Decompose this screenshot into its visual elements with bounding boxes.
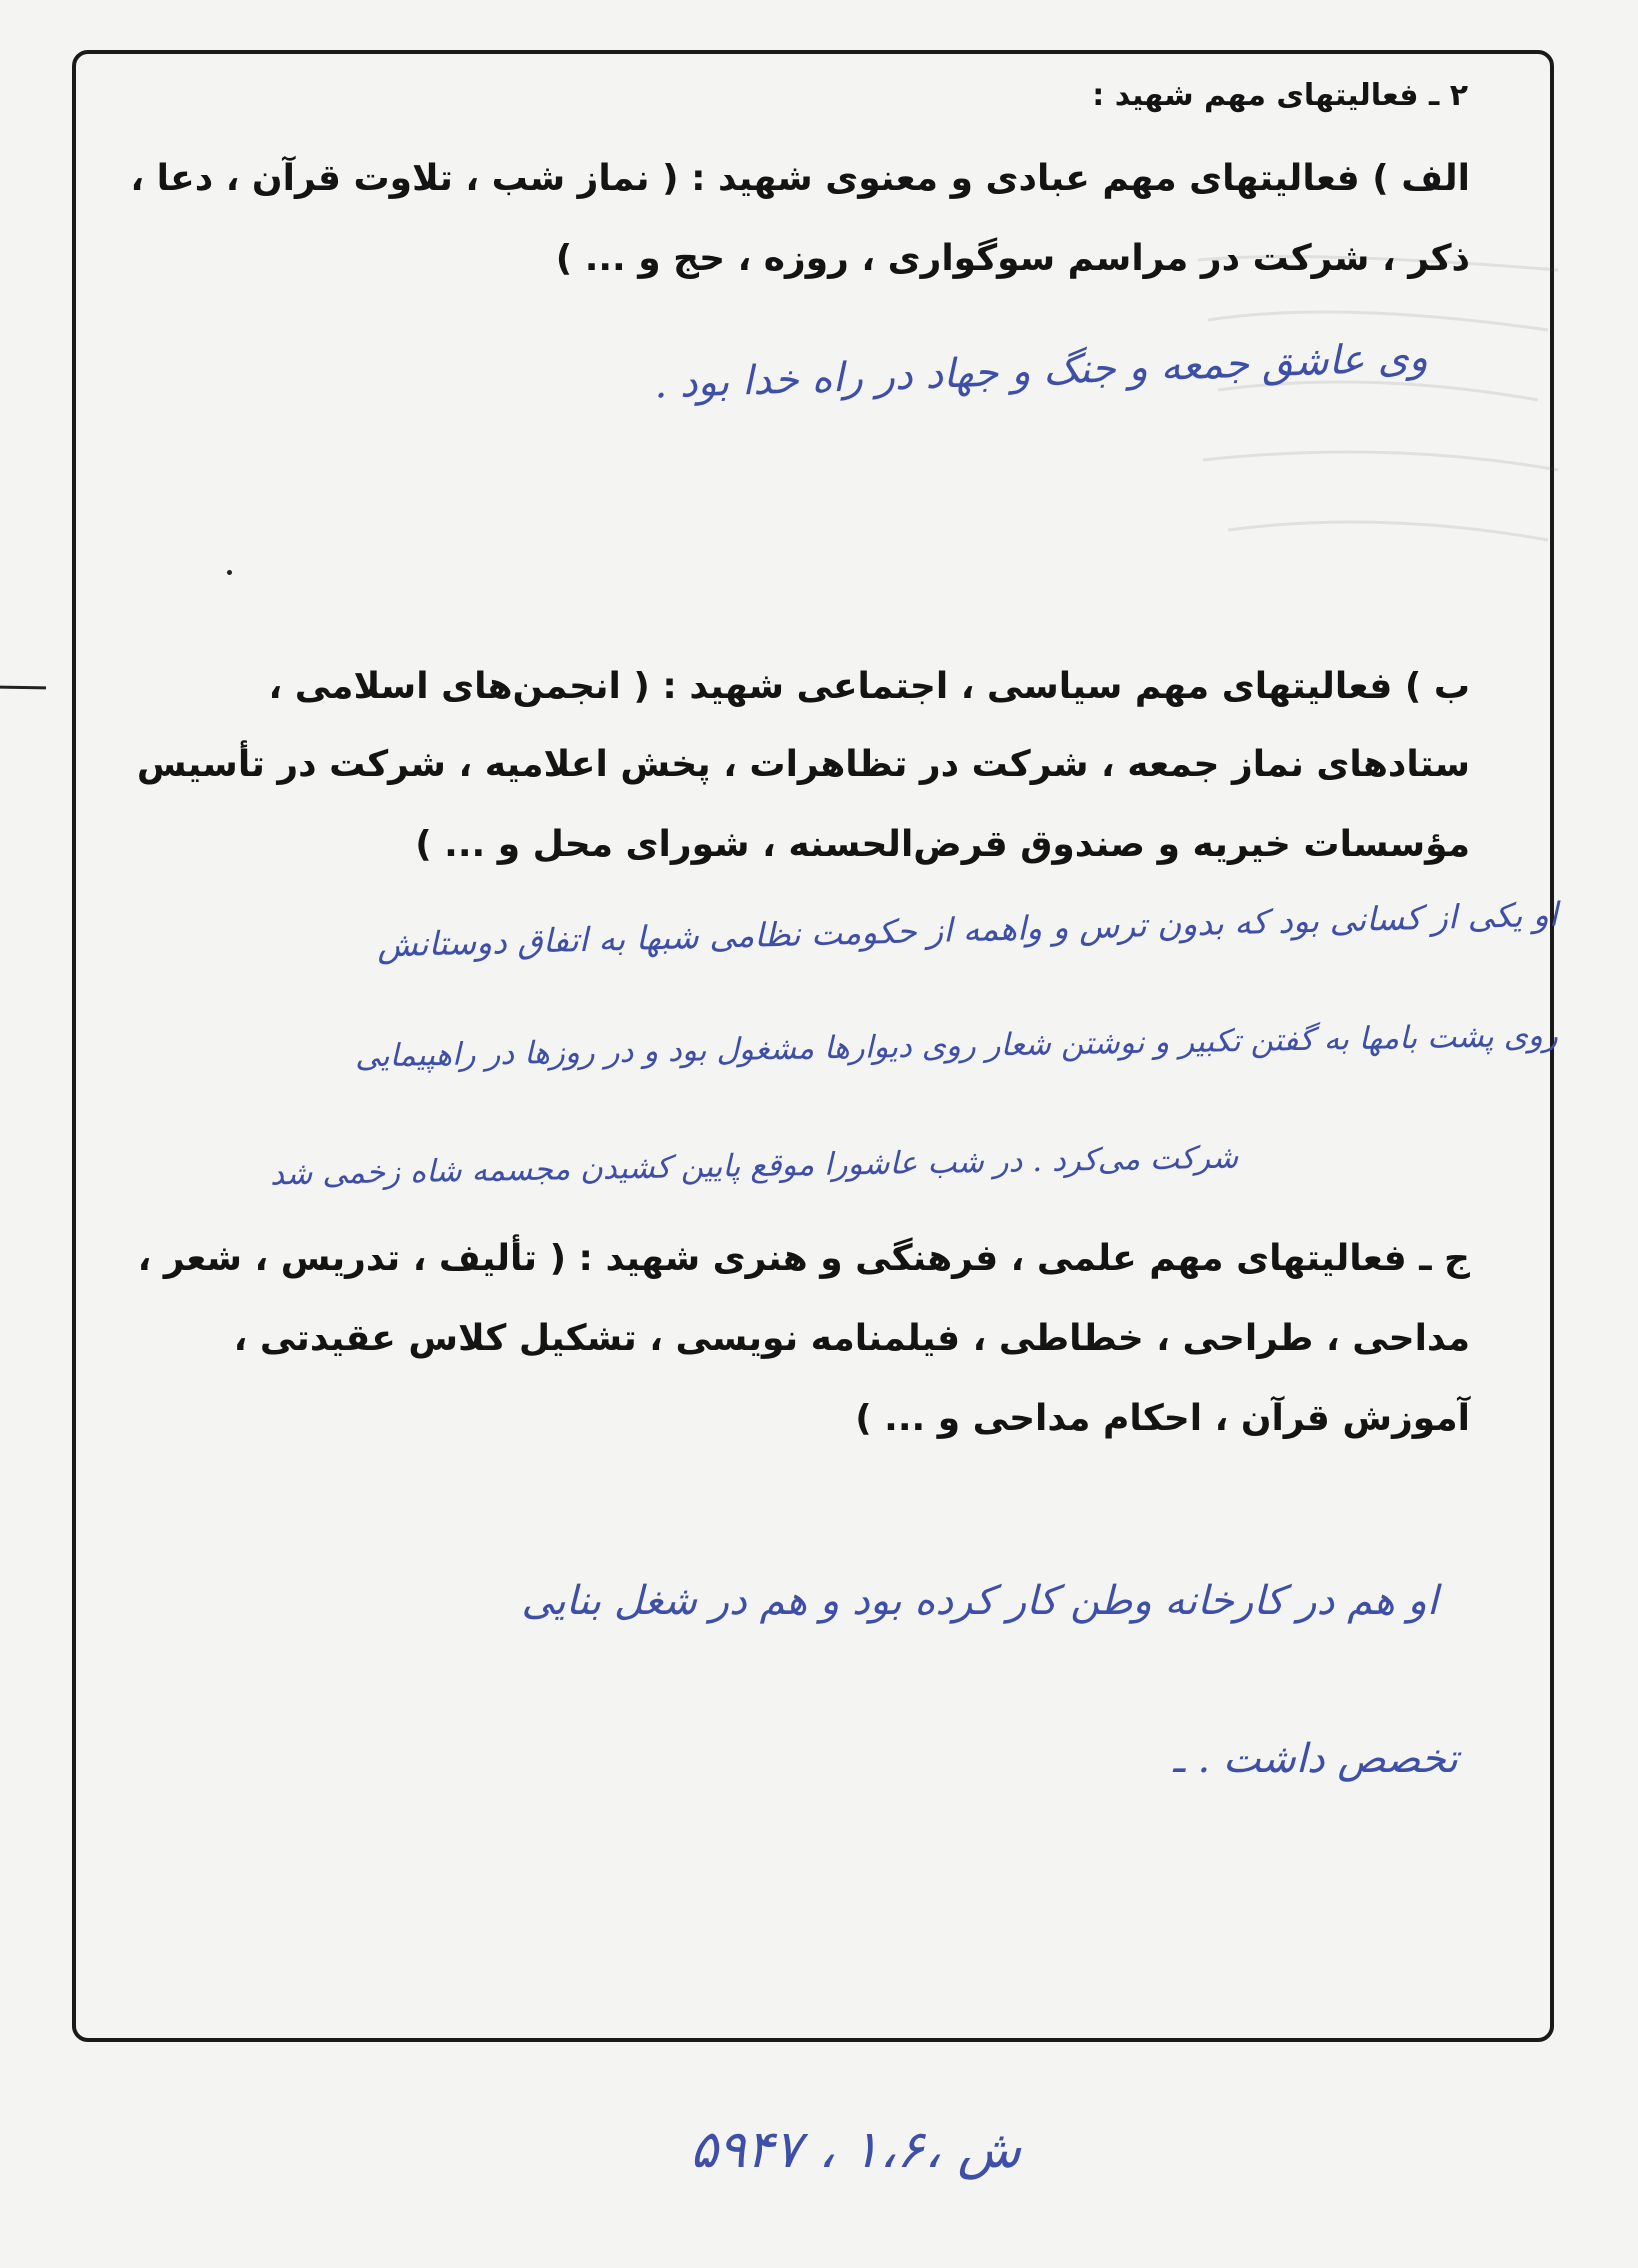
stray-dot [227,570,232,575]
section-c-handwritten-line-1: او هم در کارخانه وطن کار کرده بود و هم در شغل بنایی [521,1578,1438,1624]
section-a-line-1: الف ) فعالیتهای مهم عبادی و معنوی شهید : ( نماز شب ، تلاوت قرآن ، دعا ، [130,158,1470,199]
section-a-line-2: ذکر ، شرکت در مراسم سوگواری ، روزه ، حج و ... ) [555,238,1470,279]
section-b-handwritten-line-3: شرکت می‌کرد . در شب عاشورا موقع پایین کشیدن مجسمه شاه زخمی شد [269,1139,1239,1193]
section-c-handwritten-line-2: تخصص داشت . ـ [1173,1736,1458,1782]
section-a-handwritten-answer: وی عاشق جمعه و جنگ و جهاد در راه خدا بود . [653,334,1429,408]
section-b-line-1: ب ) فعالیتهای مهم سیاسی ، اجتماعی شهید : ( انجمن‌های اسلامی ، [268,666,1470,707]
section-c-line-1: ج ـ فعالیتهای مهم علمی ، فرهنگی و هنری شهید : ( تألیف ، تدریس ، شعر ، [137,1238,1470,1279]
section-c-line-2: مداحی ، طراحی ، خطاطی ، فیلمنامه نویسی ، تشکیل کلاس عقیدتی ، [233,1318,1470,1359]
section-heading: ۲ ـ فعالیتهای مهم شهید : [1092,78,1468,113]
bleed-through-marks [1188,240,1568,560]
section-c-line-3: آموزش قرآن ، احکام مداحی و ... ) [855,1398,1470,1439]
margin-mark [0,686,46,690]
section-b-handwritten-line-2: روی پشت بامها به گفتن تکبیر و نوشتن شعار روی دیوارها مشغول بود و در روزها در راهپیمایی [354,1017,1559,1075]
section-b-line-3: مؤسسات خیریه و صندوق قرض‌الحسنه ، شورای محل و ... ) [415,824,1470,865]
section-b-line-2: ستادهای نماز جمعه ، شرکت در تظاهرات ، پخش اعلامیه ، شرکت در تأسیس [136,744,1470,785]
archive-number: ۵۹۴۷ ، ۱،۶، ش [690,2120,1021,2180]
section-b-handwritten-line-1: او یکی از کسانی بود که بدون ترس و واهمه از حکومت نظامی شبها به اتفاق دوستانش [376,894,1559,965]
